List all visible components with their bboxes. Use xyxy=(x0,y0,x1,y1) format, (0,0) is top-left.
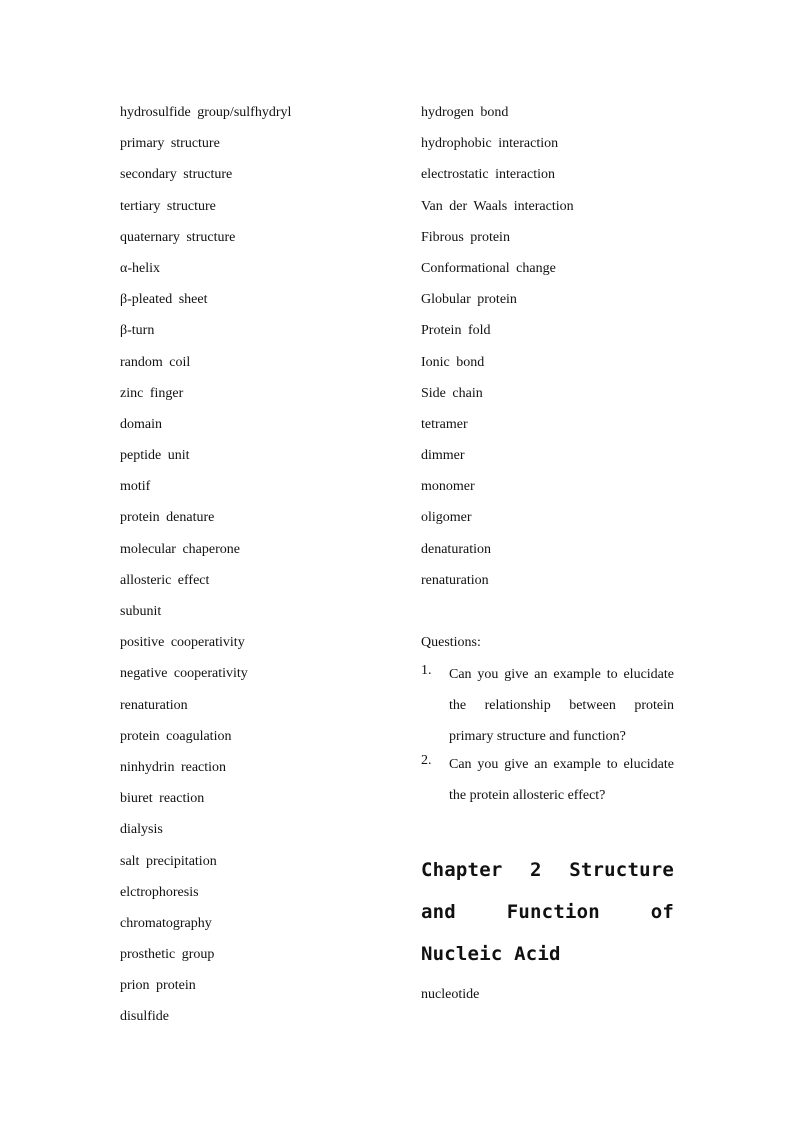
question-item xyxy=(421,749,674,811)
left-term: β-pleated sheet xyxy=(120,292,208,308)
left-term: secondary structure xyxy=(120,167,233,183)
left-term: tertiary structure xyxy=(120,198,216,214)
left-term: protein coagulation xyxy=(120,728,232,744)
question-number: 2. xyxy=(421,752,432,768)
left-term: β-turn xyxy=(120,323,155,339)
left-term: ninhydrin reaction xyxy=(120,759,227,775)
right-term: Globular protein xyxy=(421,292,517,308)
right-term: Conformational change xyxy=(421,260,556,276)
question-text: Can you give an example to elucidate the protein allosteric effect? xyxy=(449,756,674,803)
right-term: oligomer xyxy=(421,510,472,526)
left-term: disulfide xyxy=(120,1009,169,1025)
right-term: Van der Waals interaction xyxy=(421,198,574,214)
chapter-title: Chapter 2 Structure and Function of Nucleic Acid xyxy=(421,859,674,966)
left-term: domain xyxy=(120,416,162,432)
right-term: denaturation xyxy=(421,541,491,557)
right-term: electrostatic interaction xyxy=(421,167,555,183)
right-term-column xyxy=(421,101,674,1007)
left-term: primary structure xyxy=(120,136,220,152)
left-term: peptide unit xyxy=(120,448,190,464)
question-number: 1. xyxy=(421,662,432,678)
left-term-column xyxy=(120,101,390,1037)
left-term: quaternary structure xyxy=(120,229,236,245)
right-term: Protein fold xyxy=(421,323,491,339)
right-term: dimmer xyxy=(421,448,465,464)
left-term: positive cooperativity xyxy=(120,635,245,651)
left-term: negative cooperativity xyxy=(120,666,248,682)
left-term: motif xyxy=(120,479,151,495)
left-term: molecular chaperone xyxy=(120,541,240,557)
left-term: zinc finger xyxy=(120,385,184,401)
left-term: α-helix xyxy=(120,260,160,276)
right-term-list xyxy=(421,101,674,600)
right-term: hydrophobic interaction xyxy=(421,136,559,152)
left-term: renaturation xyxy=(120,697,188,713)
chapter-first-term: nucleotide xyxy=(421,987,480,1003)
right-term: Ionic bond xyxy=(421,354,485,370)
questions-heading: Questions: xyxy=(421,635,481,651)
left-term: prion protein xyxy=(120,978,196,994)
question-item xyxy=(421,659,674,753)
left-term: salt precipitation xyxy=(120,853,217,869)
right-term: monomer xyxy=(421,479,475,495)
right-term: renaturation xyxy=(421,572,489,588)
right-term: hydrogen bond xyxy=(421,105,509,120)
right-term: tetramer xyxy=(421,416,468,432)
question-list xyxy=(421,659,674,811)
right-term: Side chain xyxy=(421,385,483,401)
left-term: protein denature xyxy=(120,510,215,526)
left-term: elctrophoresis xyxy=(120,884,199,900)
left-term: random coil xyxy=(120,354,191,370)
left-term: allosteric effect xyxy=(120,572,210,588)
left-term: hydrosulfide group/sulfhydryl xyxy=(120,105,292,120)
left-term: prosthetic group xyxy=(120,947,215,963)
left-term: dialysis xyxy=(120,822,163,838)
left-term: chromatography xyxy=(120,915,212,931)
right-term: Fibrous protein xyxy=(421,229,510,245)
question-text: Can you give an example to elucidate the relationship between protein primary structure and function? xyxy=(449,666,674,745)
left-term: subunit xyxy=(120,604,162,619)
left-term: biuret reaction xyxy=(120,791,205,807)
